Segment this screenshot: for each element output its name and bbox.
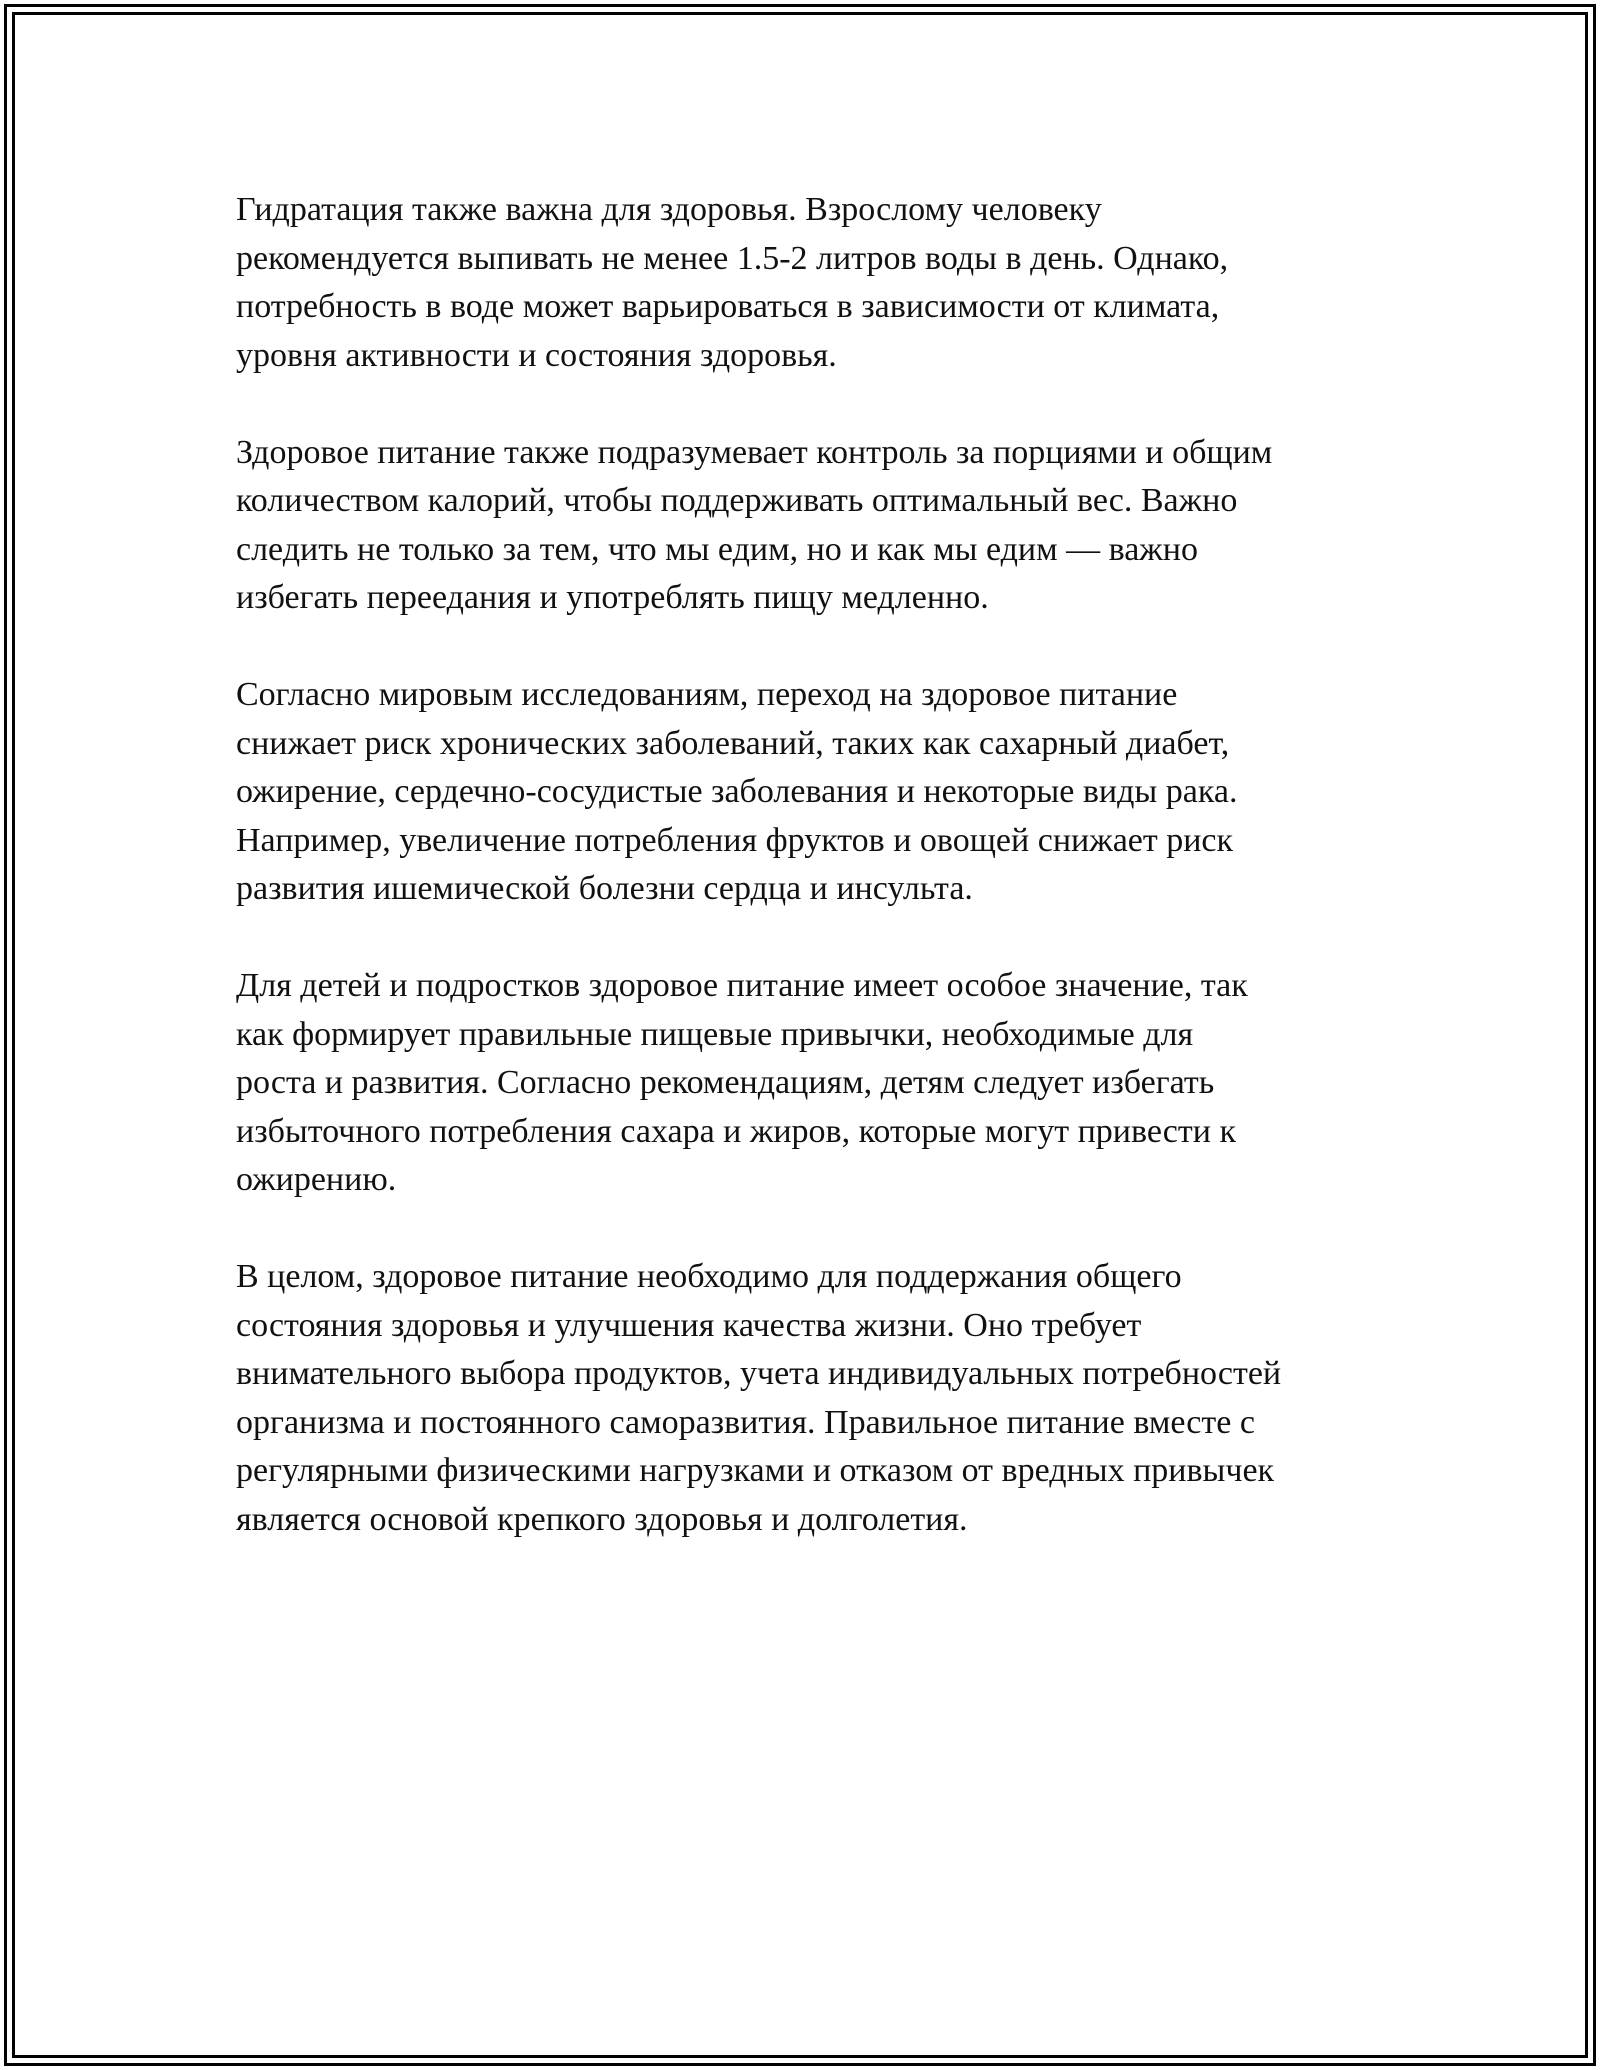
text-line: Для детей и подростков здоровое питание имеет особое значение, так xyxy=(236,967,1248,1004)
document-body xyxy=(236,186,1386,1593)
paragraph-research xyxy=(236,671,1386,914)
text-line: избыточного потребления сахара и жиров, которые могут привести к xyxy=(236,1112,1236,1150)
text-line: роста и развития. Согласно рекомендациям, детям следует избегать xyxy=(236,1064,1215,1101)
text-line: как формирует правильные пищевые привычки, необходимые для xyxy=(236,1015,1194,1053)
text-line: В целом, здоровое питание необходимо для поддержания общего xyxy=(236,1258,1182,1295)
text-line: состояния здоровья и улучшения качества жизни. Оно требует xyxy=(236,1306,1142,1344)
text-line: ожирение, сердечно-сосудистые заболевания и некоторые виды рака. xyxy=(236,773,1238,810)
paragraph-children xyxy=(236,962,1386,1205)
text-line: является основой крепкого здоровья и долголетия. xyxy=(236,1500,968,1538)
text-line: внимательного выбора продуктов, учета индивидуальных потребностей xyxy=(236,1355,1282,1392)
text-line: потребность в воде может варьироваться в зависимости от климата, xyxy=(236,288,1220,325)
text-line: Гидратация также важна для здоровья. Взрослому человеку xyxy=(236,191,1102,228)
text-line: развития ишемической болезни сердца и инсульта. xyxy=(236,870,973,907)
paragraph-hydration xyxy=(236,186,1386,380)
text-line: Например, увеличение потребления фруктов и овощей снижает риск xyxy=(236,821,1234,859)
text-line: избегать переедания и употреблять пищу медленно. xyxy=(236,579,989,616)
text-line: ожирению. xyxy=(236,1161,397,1198)
text-line: Согласно мировым исследованиям, переход на здоровое питание xyxy=(236,676,1178,713)
paragraph-conclusion xyxy=(236,1253,1386,1544)
text-line: рекомендуется выпивать не менее 1.5-2 литров воды в день. Однако, xyxy=(236,239,1229,277)
text-line: уровня активности и состояния здоровья. xyxy=(236,336,837,374)
paragraph-portion-control xyxy=(236,429,1386,623)
text-line: следить не только за тем, что мы едим, но и как мы едим — важно xyxy=(236,530,1198,568)
text-line: количеством калорий, чтобы поддерживать оптимальный вес. Важно xyxy=(236,482,1238,519)
text-line: снижает риск хронических заболеваний, таких как сахарный диабет, xyxy=(236,724,1230,762)
text-line: Здоровое питание также подразумевает контроль за порциями и общим xyxy=(236,433,1273,471)
text-line: организма и постоянного саморазвития. Правильное питание вместе с xyxy=(236,1403,1255,1441)
text-line: регулярными физическими нагрузками и отказом от вредных привычек xyxy=(236,1452,1275,1489)
